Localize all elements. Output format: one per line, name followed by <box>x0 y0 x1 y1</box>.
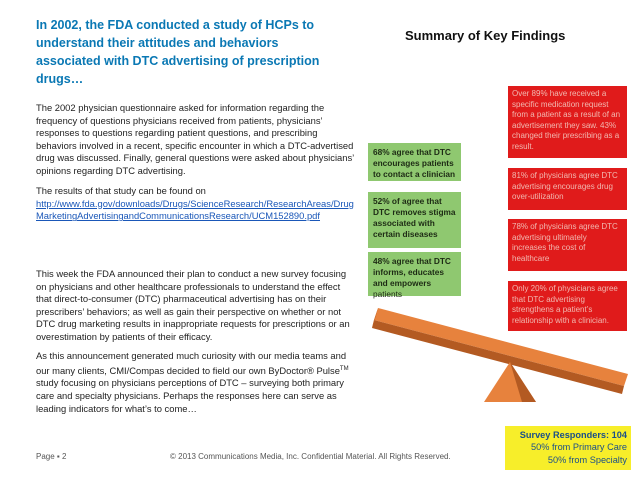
finding-green-2 <box>368 192 461 248</box>
paragraph-text: The 2002 physician questionnaire asked for information regarding the frequency of questions physicians received from patients, physicians’ responses to questions regarding patient questions, and prescribing behaviors involved in a recent, specific encounter in which a DTC-advertised drug was discussed. Finally, general questions were asked about physicians’ opinions regarding DTC advertising. <box>36 102 354 176</box>
finding-red-2: 81% of physicians agree DTC advertising encourages drug over-utilization <box>508 168 627 210</box>
survey-line-primary: 50% from Primary Care <box>531 442 627 453</box>
finding-red-1: Over 89% have received a specific medication request from a patient as a result of an advertisement they saw. 43% changed their prescribing as a result. <box>508 86 627 158</box>
summary-title: Summary of Key Findings <box>405 28 566 43</box>
results-intro: The results of that study can be found on <box>36 185 206 196</box>
paragraph-results <box>36 185 354 223</box>
page-title: In 2002, the FDA conducted a study of HCPs to understand their attitudes and behaviors associated with DTC advertising of prescription drugs… <box>36 18 320 86</box>
survey-responders-box <box>505 426 631 470</box>
finding-red-3: 78% of physicians agree DTC advertising ultimately increases the cost of healthcare <box>508 219 627 271</box>
bydoctor-text-b: study focusing on physicians perceptions of DTC – surveying both primary care and specialty physicians. Perhaps the responses here can serve as leading indicators for what’s to come… <box>36 377 344 414</box>
seesaw-illustration <box>360 290 638 410</box>
survey-line-specialty: 50% from Specialty <box>547 454 627 465</box>
bydoctor-text-a: As this announcement generated much curiosity with our media teams and our many clients, CMI/Compas decided to field our own ByDoctor® Pulse <box>36 350 347 376</box>
paragraph-bydoctor <box>36 350 354 415</box>
paragraph-text: This week the FDA announced their plan to conduct a new survey focusing on physicians and other healthcare professionals to understand the effect that direct-to-consumer (DTC) pharmaceutical advertising has on their prescribers’ behaviors; as well as gain their perspective on whether or not DTC drug marketing results in inappropriate requests for prescriptions or an overestimation by patients of their efficacy. <box>36 268 350 342</box>
paragraph-questionnaire <box>36 102 354 178</box>
study-link[interactable]: http://www.fda.gov/downloads/Drugs/ScienceResearch/ResearchAreas/DrugMarketingAdvertisingandCommunicationsResearch/UCM152890.pdf <box>36 197 354 222</box>
paragraph-announcement <box>36 268 354 344</box>
finding-text: 68% agree that DTC encourages patients to contact a clinician <box>373 147 456 179</box>
survey-heading: Survey Responders: 104 <box>519 430 627 440</box>
finding-green-1 <box>368 143 461 181</box>
copyright-notice: © 2013 Communications Media, Inc. Confidential Material. All Rights Reserved. <box>170 452 451 461</box>
finding-text: 52% of agree that DTC removes stigma associated with certain diseases <box>373 196 456 239</box>
finding-text-rest: patients <box>373 289 403 299</box>
finding-text: 48% agree that DTC informs, educates and empowers <box>373 256 451 288</box>
trademark-sup: TM <box>339 365 349 372</box>
page-number: Page ▪ 2 <box>36 452 67 461</box>
finding-red-4: Only 20% of physicians agree that DTC advertising strengthens a patient’s relationship with a clinician. <box>508 281 627 331</box>
